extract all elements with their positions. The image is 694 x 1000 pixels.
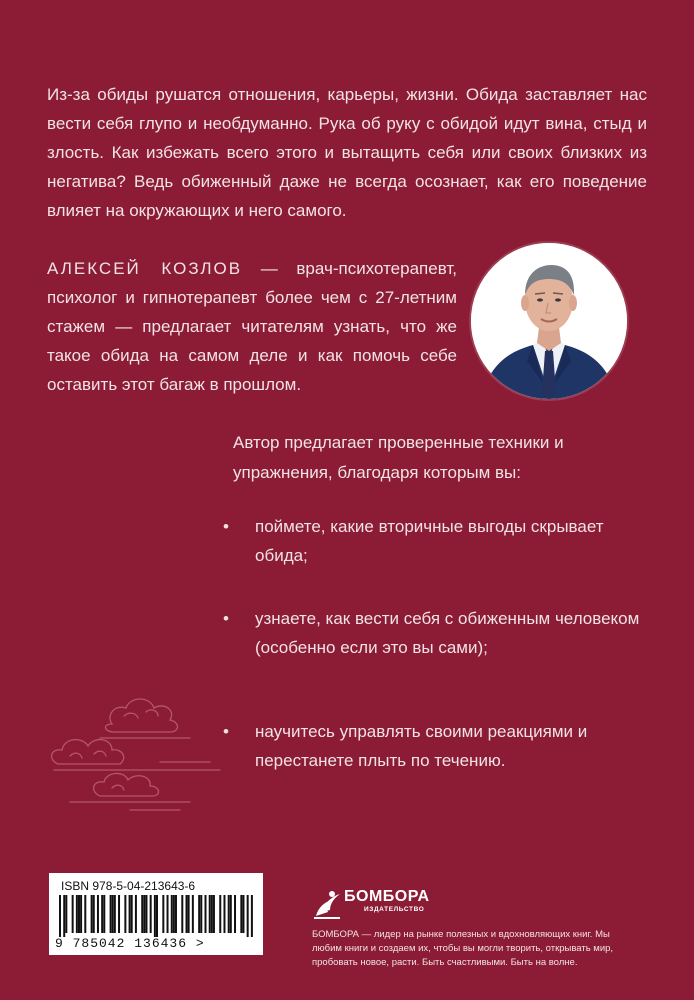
barcode-bar (118, 895, 120, 933)
barcode-bar (97, 895, 99, 933)
cloud-ornament-icon (40, 688, 240, 818)
author-name: АЛЕКСЕЙ КОЗЛОВ (47, 259, 243, 278)
barcode-bar (228, 895, 230, 933)
bullet-marker: • (223, 609, 229, 628)
barcode-digits: 9 785042 136436 > (55, 936, 205, 951)
barcode-bar (234, 895, 236, 933)
list-item-text: поймете, какие вторичные выгоды скрывает обида; (255, 517, 604, 565)
barcode-bar (63, 895, 65, 937)
barcode-bar (80, 895, 82, 933)
barcode-bar (247, 895, 249, 937)
barcode-bar (181, 895, 183, 933)
publisher-logo (312, 886, 442, 922)
barcode-bar (110, 895, 112, 933)
publisher-blurb: БОМБОРА — лидер на рынке полезных и вдохновляющих книг. Мы любим книги и создаем их, чтобы вы могли творить, открывать мир, пробовать новое, расти. Быть счастливыми. Быть на волне. (312, 929, 614, 968)
publisher-subtitle: ИЗДАТЕЛЬСТВО (364, 906, 425, 913)
barcode-bar (65, 895, 67, 933)
barcode-bar (213, 895, 215, 933)
author-bio: — врач-психотерапевт, психолог и гипнотерапевт более чем с 27-летним стажем — предлагает читателям узнать, что же такое обида на самом деле и как помочь себе оставить этот багаж в прошлом. (47, 259, 457, 394)
barcode-bar (173, 895, 175, 933)
barcode-bar (103, 895, 105, 933)
intro-paragraph: Из-за обиды рушатся отношения, карьеры, жизни. Обида заставляет нас вести себя глупо и необдуманно. Рука об руку с обидой идут вина, стыд и злость. Как избежать всего этого и вытащить себя или своих близких из негатива? Ведь обиженный даже не всегда осознает, как его поведение влияет на окружающих и него самого. (47, 85, 647, 220)
barcode-bar (171, 895, 173, 933)
barcode-bar (129, 895, 131, 933)
barcode-bar (93, 895, 95, 933)
barcode-bar (72, 895, 74, 933)
barcode-bar (124, 895, 126, 933)
barcode-bar (223, 895, 225, 933)
barcode-bar (167, 895, 169, 933)
barcode-bar (219, 895, 221, 933)
barcode-bar (91, 895, 93, 933)
author-paragraph (47, 254, 457, 399)
barcode-bar (141, 895, 143, 933)
isbn-label: ISBN 978-5-04-213643-6 (61, 879, 196, 893)
barcode-bar (112, 895, 114, 933)
barcode-bar (186, 895, 188, 933)
barcode-bar (131, 895, 133, 933)
author-portrait (471, 243, 627, 399)
barcode-bar (101, 895, 103, 933)
barcode-bar (205, 895, 207, 933)
isbn-barcode (49, 873, 263, 955)
barcode-bar (143, 895, 145, 933)
bombora-wave-icon (312, 886, 342, 920)
barcode-bars (59, 895, 253, 937)
barcode-bar (230, 895, 232, 933)
list-item-text: узнаете, как вести себя с обиженным человеком (особенно если это вы сами); (255, 609, 640, 657)
barcode-bar (240, 895, 242, 933)
publisher-name: БОМБОРА (344, 888, 430, 905)
barcode-bar (154, 895, 156, 937)
barcode-bar (188, 895, 190, 933)
barcode-bar (76, 895, 78, 933)
barcode-bar (59, 895, 61, 937)
list-item (220, 717, 640, 775)
barcode-bar (175, 895, 177, 933)
list-item (220, 604, 640, 662)
barcode-bar (135, 895, 137, 933)
list-item-text: научитесь управлять своими реакциями и перестанете плыть по течению. (255, 722, 588, 770)
barcode-bar (162, 895, 164, 933)
barcode-bar (209, 895, 211, 933)
barcode-bar (200, 895, 202, 933)
techniques-intro: Автор предлагает проверенные техники и упражнения, благодаря которым вы: (233, 433, 564, 482)
barcode-bar (150, 895, 152, 933)
barcode-bar (84, 895, 86, 933)
barcode-bar (114, 895, 116, 933)
barcode-bar (198, 895, 200, 933)
barcode-bar (242, 895, 244, 933)
barcode-bar (211, 895, 213, 933)
barcode-bar (192, 895, 194, 933)
barcode-bar (156, 895, 158, 937)
bullet-marker: • (223, 722, 229, 741)
barcode-bar (251, 895, 253, 937)
barcode-bar (78, 895, 80, 933)
barcode-bar (145, 895, 147, 933)
bullet-marker: • (223, 517, 229, 536)
list-item (220, 512, 640, 570)
